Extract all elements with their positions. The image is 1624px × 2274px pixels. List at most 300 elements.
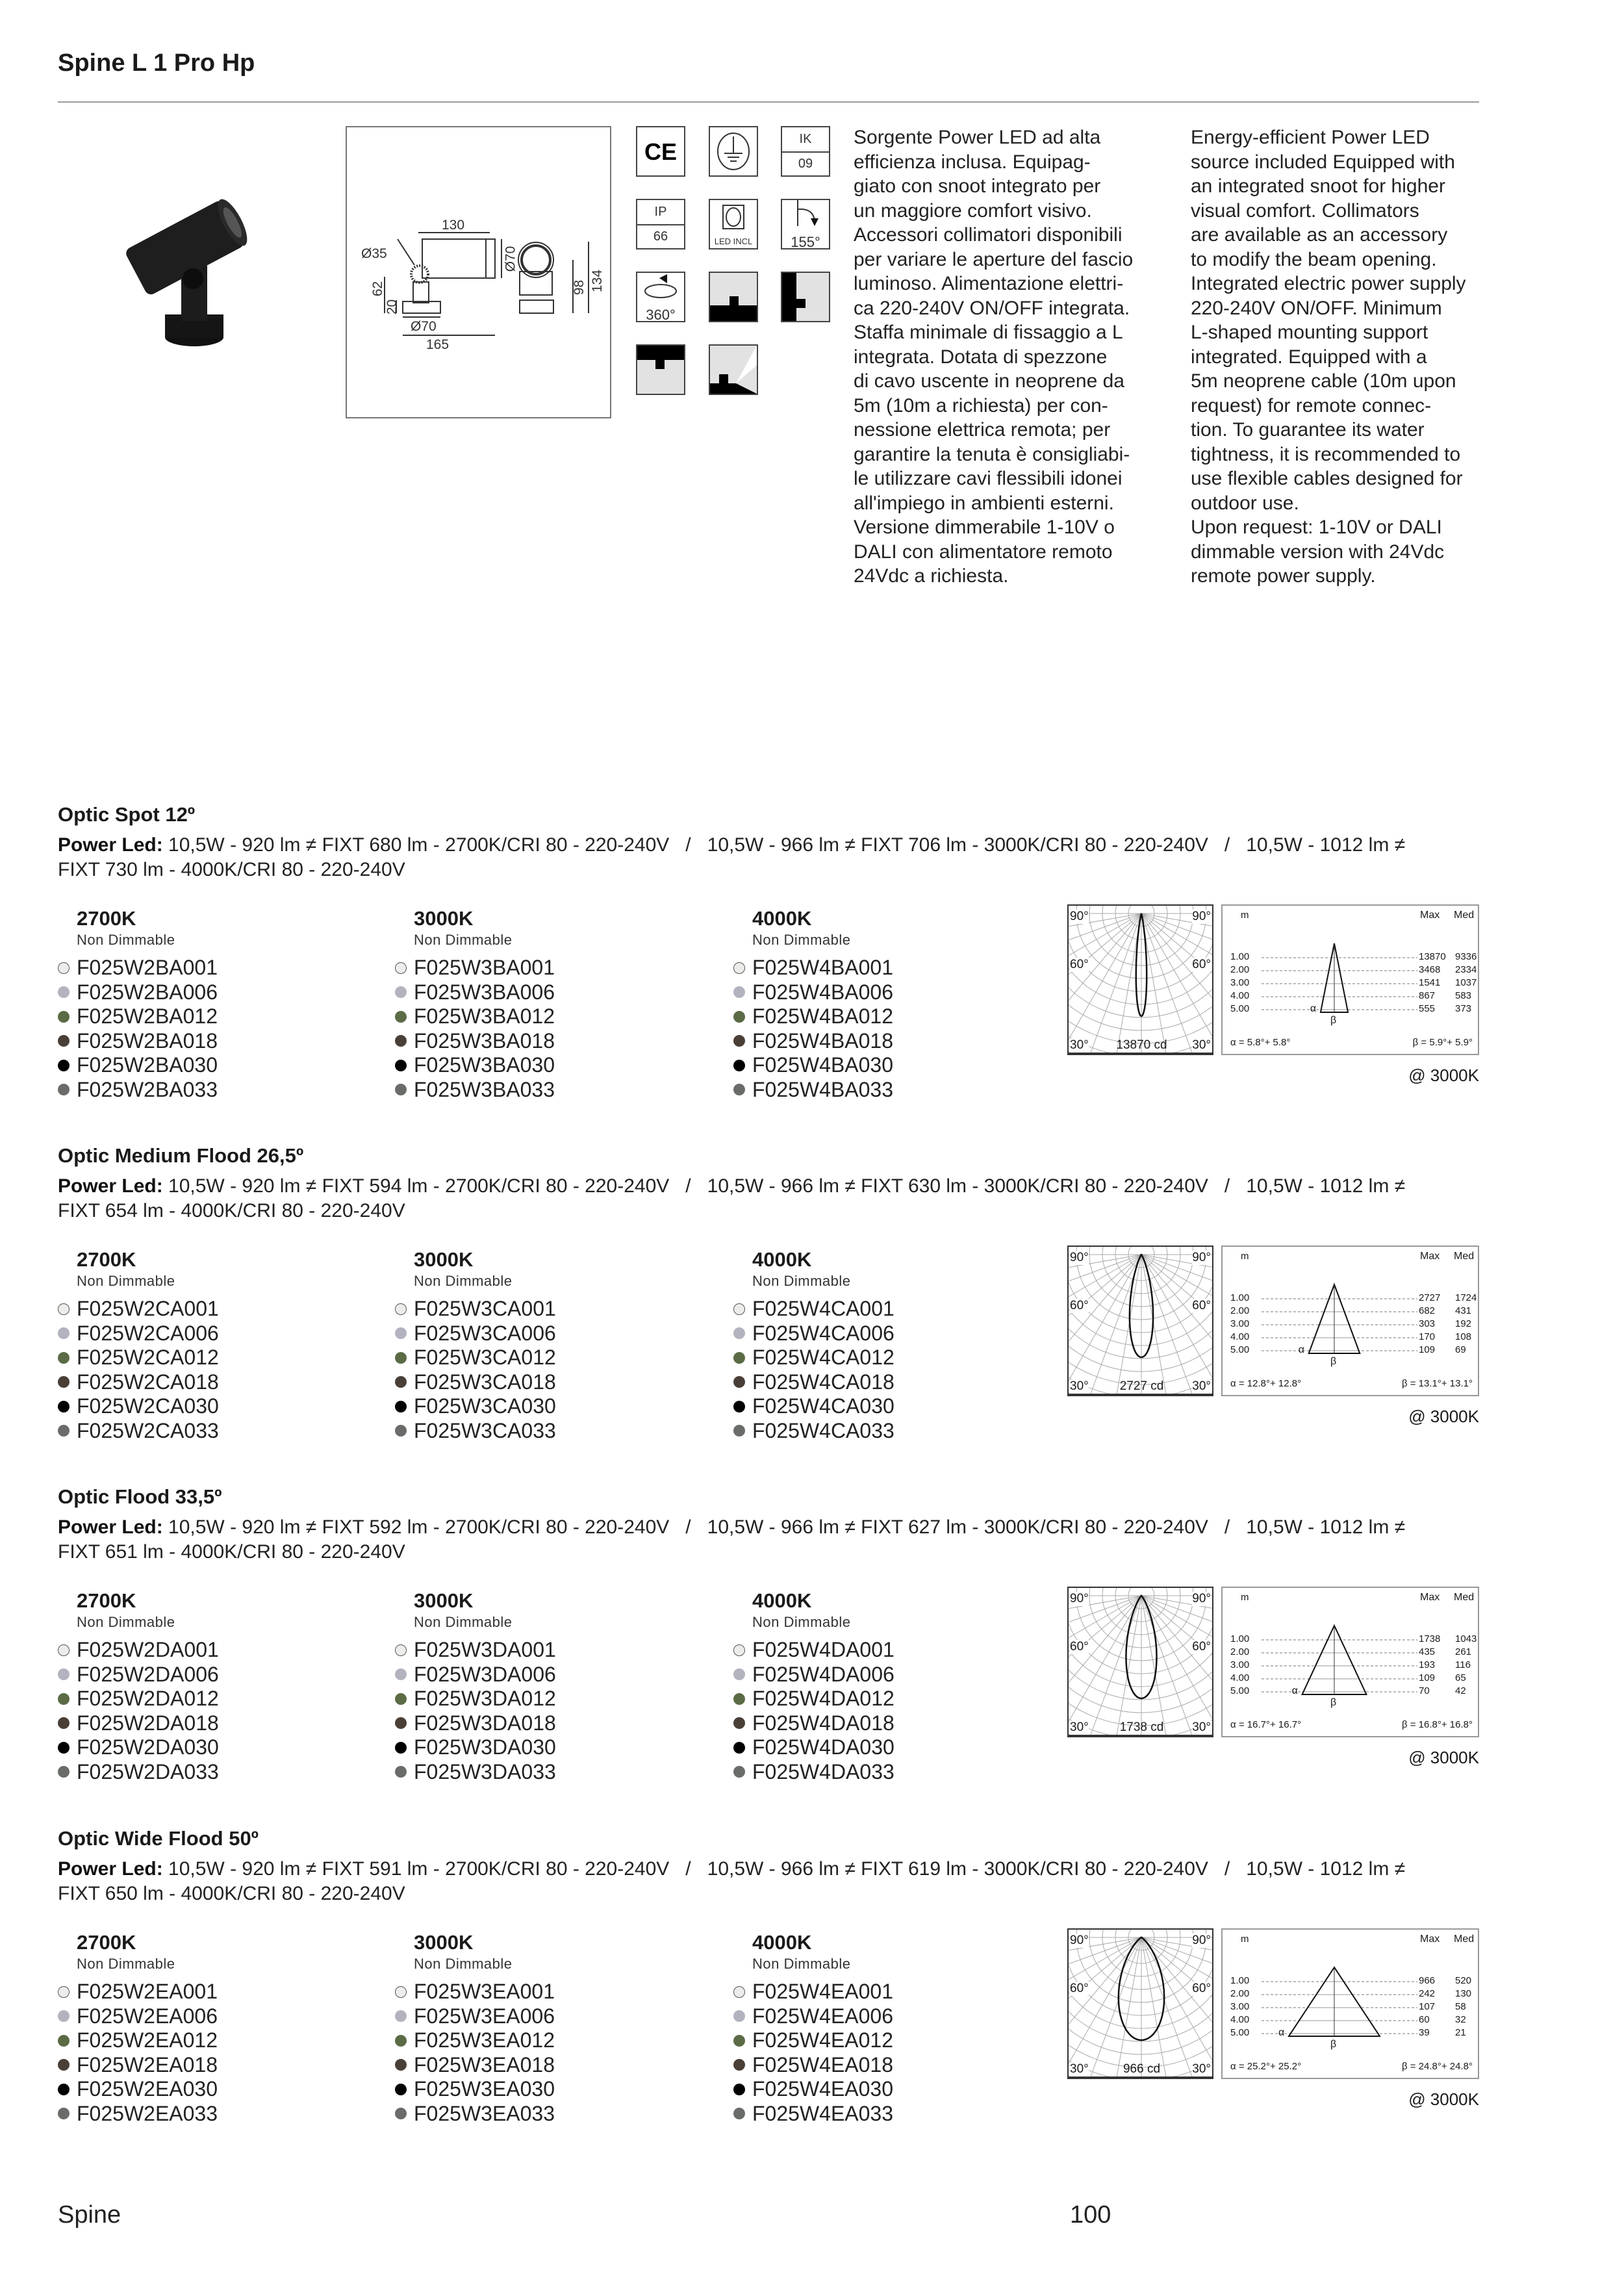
finish-color-swatch: [733, 1060, 745, 1071]
dim-base-diameter: Ø70: [411, 319, 437, 334]
alpha-symbol: α: [1278, 2027, 1285, 2038]
angle-label: 90°: [1070, 1592, 1089, 1605]
product-code: F025W4DA001: [752, 1638, 894, 1661]
finish-color-swatch: [733, 1084, 745, 1095]
product-code: F025W3BA001: [414, 956, 555, 979]
finish-color-swatch: [58, 2108, 70, 2119]
dim-height-98: 98: [572, 279, 587, 296]
power-spec: 10,5W - 920 lm ≠ FIXT 592 lm - 2700K/CRI 80 - 220-240V / 10,5W - 966 lm ≠ FIXT 627 lm - 3000K/CRI 80 - 220-240V / 10,5W - 1012 lm ≠: [162, 1516, 1406, 1538]
color-temperature: 2700K: [77, 1248, 136, 1271]
product-code: F025W2CA030: [77, 1394, 219, 1418]
finish-color-swatch: [733, 1742, 745, 1754]
temperature-column: [733, 1931, 893, 2126]
product-code: F025W3DA030: [414, 1735, 556, 1759]
footer-brand: Spine: [58, 2201, 121, 2229]
product-code-item: [395, 1029, 555, 1054]
max-lux: 109: [1419, 1344, 1436, 1355]
product-code: F025W2CA012: [77, 1346, 219, 1369]
product-code: F025W4EA006: [752, 2004, 894, 2028]
max-lux: 170: [1419, 1331, 1436, 1342]
product-code-item: [58, 1760, 219, 1785]
distance-value: 2.00: [1230, 1646, 1250, 1657]
beta-symbol: β: [1330, 2039, 1337, 2050]
dim-total-length: 165: [426, 337, 450, 352]
dimension-drawing: [346, 126, 611, 418]
product-code-item: [395, 1346, 556, 1370]
angle-label: 90°: [1070, 1251, 1089, 1264]
max-header: Max: [1420, 1592, 1440, 1603]
power-spec-line: [58, 1858, 1405, 1880]
product-code-item: [58, 1078, 218, 1103]
dim-head-diameter: Ø70: [503, 246, 518, 272]
finish-color-swatch: [395, 962, 407, 974]
product-code: F025W2BA018: [77, 1028, 218, 1053]
finish-color-swatch: [395, 2010, 407, 2022]
product-code: F025W4EA001: [752, 1980, 894, 2003]
finish-color-swatch: [733, 1352, 745, 1364]
finish-color-swatch: [733, 1327, 745, 1339]
product-code-item: [733, 1760, 894, 1785]
dimming-type: Non Dimmable: [77, 1956, 175, 1972]
rotation-value: 360°: [646, 307, 676, 323]
finish-color-swatch: [58, 2035, 70, 2047]
finish-color-swatch: [58, 1742, 70, 1754]
med-lux: 58: [1455, 2001, 1466, 2012]
product-code: F025W4DA033: [752, 1759, 894, 1783]
finish-color-swatch: [395, 2108, 407, 2119]
product-code: F025W2DA030: [77, 1735, 219, 1759]
product-code-item: [733, 1346, 894, 1370]
color-temperature: 4000K: [752, 907, 812, 930]
finish-color-swatch: [395, 1376, 407, 1388]
product-code: F025W2DA012: [77, 1687, 219, 1710]
ip-rating-icon: [636, 199, 685, 249]
peak-intensity: 966 cd: [1123, 2062, 1161, 2076]
beta-symbol: β: [1330, 1356, 1337, 1367]
product-code: F025W4EA012: [752, 2028, 894, 2052]
product-code-item: [58, 2077, 218, 2102]
product-code-item: [733, 2077, 893, 2102]
power-spec: 10,5W - 920 lm ≠ FIXT 594 lm - 2700K/CRI 80 - 220-240V / 10,5W - 966 lm ≠ FIXT 630 lm - 3000K/CRI 80 - 220-240V / 10,5W - 1012 lm ≠: [162, 1175, 1406, 1197]
finish-color-swatch: [733, 1401, 745, 1412]
color-temperature: 3000K: [414, 907, 474, 930]
tilt-angle-icon: [781, 199, 830, 249]
wall-mount-icon: [781, 272, 830, 322]
led-label: LED INCL: [714, 236, 753, 246]
illuminance-table: [1221, 1587, 1479, 1737]
product-code-item: [395, 1687, 556, 1711]
product-code-item: [395, 1053, 555, 1078]
med-lux: 373: [1455, 1003, 1472, 1014]
finish-color-swatch: [58, 1401, 70, 1412]
dimming-type: Non Dimmable: [77, 1273, 175, 1289]
product-code-item: [733, 1419, 894, 1444]
dimming-type: Non Dimmable: [414, 1614, 513, 1630]
finish-color-swatch: [733, 1644, 745, 1656]
product-code: F025W3BA018: [414, 1028, 555, 1053]
product-code: F025W4CA030: [752, 1394, 894, 1418]
product-code-item: [733, 1322, 894, 1346]
product-code: F025W3DA006: [414, 1662, 556, 1686]
product-code-item: [58, 2102, 218, 2127]
product-code: F025W2BA012: [77, 1004, 218, 1028]
product-code: F025W3DA033: [414, 1759, 556, 1783]
color-temperature: 4000K: [752, 1248, 812, 1271]
distance-value: 1.00: [1230, 951, 1250, 962]
product-code: F025W2EA018: [77, 2052, 218, 2076]
color-temperature: 4000K: [752, 1589, 812, 1612]
distance-value: 3.00: [1230, 1318, 1250, 1329]
med-lux: 1043: [1455, 1633, 1477, 1644]
product-code-item: [395, 1663, 556, 1687]
dimming-type: Non Dimmable: [752, 1614, 851, 1630]
max-lux: 966: [1419, 1975, 1436, 1986]
product-code-item: [395, 2053, 555, 2078]
finish-color-swatch: [733, 1986, 745, 1998]
ik-rating-icon: [781, 126, 830, 177]
floor-mount-icon: [709, 272, 758, 322]
product-code-item: [58, 1638, 219, 1663]
dimming-type: Non Dimmable: [752, 932, 851, 948]
optic-title: Optic Medium Flood 26,5º: [58, 1144, 304, 1167]
peak-intensity: 1738 cd: [1119, 1720, 1164, 1734]
dimming-type: Non Dimmable: [77, 932, 175, 948]
product-code-item: [58, 1394, 219, 1419]
finish-color-swatch: [395, 1742, 407, 1754]
distance-value: 4.00: [1230, 1672, 1250, 1683]
optic-title: Optic Wide Flood 50º: [58, 1827, 259, 1850]
optic-title: Optic Flood 33,5º: [58, 1485, 222, 1508]
finish-color-swatch: [733, 1717, 745, 1729]
angle-label: 90°: [1192, 910, 1211, 923]
power-label: Power Led:: [58, 1858, 163, 1880]
alpha-angle: α = 12.8°+ 12.8°: [1230, 1378, 1302, 1389]
finish-color-swatch: [58, 1376, 70, 1388]
max-header: Max: [1420, 910, 1440, 921]
reference-temperature: @ 3000K: [1408, 2089, 1479, 2109]
product-code-item: [395, 1638, 556, 1663]
ip-value: 66: [637, 224, 684, 248]
med-lux: 130: [1455, 1988, 1472, 1999]
color-temperature: 2700K: [77, 1931, 136, 1954]
svg-text:CE: CE: [644, 138, 678, 165]
power-spec-continued: FIXT 730 lm - 4000K/CRI 80 - 220-240V: [58, 859, 405, 880]
temperature-column: [58, 907, 218, 1102]
product-code: F025W4EA030: [752, 2077, 894, 2101]
distance-header: m: [1241, 910, 1249, 921]
product-code-item: [58, 980, 218, 1005]
product-code: F025W3CA012: [414, 1346, 556, 1369]
optic-title: Optic Spot 12º: [58, 803, 196, 826]
finish-color-swatch: [58, 986, 70, 998]
distance-value: 3.00: [1230, 2001, 1250, 2012]
finish-color-swatch: [395, 2084, 407, 2095]
angle-label: 90°: [1070, 910, 1089, 923]
max-lux: 435: [1419, 1646, 1436, 1657]
finish-color-swatch: [733, 1766, 745, 1778]
product-code-item: [395, 2102, 555, 2127]
med-lux: 42: [1455, 1685, 1466, 1696]
finish-color-swatch: [58, 1084, 70, 1095]
med-lux: 69: [1455, 1344, 1466, 1355]
tilt-value: 155°: [791, 234, 820, 250]
med-lux: 9336: [1455, 951, 1477, 962]
angle-label: 30°: [1070, 1038, 1089, 1052]
product-code-item: [733, 2004, 893, 2029]
max-lux: 242: [1419, 1988, 1436, 1999]
illuminance-table: [1221, 904, 1479, 1055]
med-lux: 583: [1455, 990, 1472, 1001]
power-label: Power Led:: [58, 1175, 163, 1197]
max-lux: 39: [1419, 2027, 1430, 2038]
med-lux: 192: [1455, 1318, 1472, 1329]
power-label: Power Led:: [58, 834, 163, 856]
finish-color-swatch: [733, 1425, 745, 1437]
max-lux: 60: [1419, 2014, 1430, 2025]
product-code-item: [58, 2028, 218, 2053]
ik-label: IK: [799, 132, 812, 146]
product-code: F025W4DA012: [752, 1687, 894, 1710]
product-code-item: [58, 1322, 219, 1346]
product-code-item: [395, 956, 555, 980]
alpha-angle: α = 25.2°+ 25.2°: [1230, 2061, 1302, 2072]
distance-value: 2.00: [1230, 964, 1250, 975]
distance-value: 2.00: [1230, 1988, 1250, 1999]
angle-label: 60°: [1070, 1299, 1089, 1312]
med-lux: 21: [1455, 2027, 1466, 2038]
angle-label: 30°: [1070, 1379, 1089, 1393]
product-code: F025W2EA012: [77, 2028, 218, 2052]
color-temperature: 3000K: [414, 1931, 474, 1954]
product-code: F025W2DA033: [77, 1759, 219, 1783]
angle-label: 90°: [1192, 1592, 1211, 1605]
product-code-item: [58, 1346, 219, 1370]
product-code-item: [58, 1029, 218, 1054]
finish-color-swatch: [58, 1060, 70, 1071]
product-code: F025W4EA018: [752, 2052, 894, 2076]
med-lux: 261: [1455, 1646, 1472, 1657]
max-lux: 193: [1419, 1659, 1436, 1670]
product-code: F025W3BA030: [414, 1053, 555, 1077]
dimming-type: Non Dimmable: [752, 1273, 851, 1289]
finish-color-swatch: [395, 1644, 407, 1656]
product-code: F025W2CA018: [77, 1370, 219, 1394]
temperature-column: [395, 1589, 556, 1784]
max-lux: 107: [1419, 2001, 1436, 2012]
max-lux: 2727: [1419, 1292, 1441, 1303]
max-lux: 303: [1419, 1318, 1436, 1329]
max-header: Max: [1420, 1251, 1440, 1262]
beta-angle: β = 13.1°+ 13.1°: [1401, 1378, 1473, 1389]
optic-section: [0, 1485, 1624, 1823]
product-code-item: [733, 1078, 893, 1103]
ce-mark-icon: [636, 126, 685, 177]
beta-angle: β = 24.8°+ 24.8°: [1401, 2061, 1473, 2072]
dimming-type: Non Dimmable: [414, 1273, 513, 1289]
dimming-type: Non Dimmable: [77, 1614, 175, 1630]
dim-height-134: 134: [590, 269, 605, 293]
distance-value: 3.00: [1230, 977, 1250, 988]
product-code: F025W2DA018: [77, 1711, 219, 1735]
product-code: F025W3DA001: [414, 1638, 556, 1661]
product-code: F025W4CA001: [752, 1297, 894, 1320]
product-code: F025W4BA030: [752, 1053, 894, 1077]
finish-color-swatch: [395, 1327, 407, 1339]
distance-value: 5.00: [1230, 1685, 1250, 1696]
finish-color-swatch: [58, 2059, 70, 2071]
product-code-item: [733, 980, 893, 1005]
product-code: F025W3EA033: [414, 2101, 555, 2125]
product-code: F025W3EA030: [414, 2077, 555, 2101]
temperature-column: [395, 907, 555, 1102]
dim-length: 130: [442, 218, 465, 233]
product-code-item: [733, 1370, 894, 1395]
alpha-angle: α = 5.8°+ 5.8°: [1230, 1037, 1291, 1048]
finish-color-swatch: [58, 1011, 70, 1023]
dim-base-height: 20: [385, 299, 400, 315]
distance-value: 1.00: [1230, 1292, 1250, 1303]
angle-label: 60°: [1192, 958, 1211, 971]
finish-color-swatch: [395, 1352, 407, 1364]
product-code: F025W2BA030: [77, 1053, 218, 1077]
distance-header: m: [1241, 1592, 1249, 1603]
med-header: Med: [1454, 1251, 1475, 1262]
finish-color-swatch: [58, 2010, 70, 2022]
product-code: F025W4DA006: [752, 1662, 894, 1686]
beta-angle: β = 16.8°+ 16.8°: [1401, 1719, 1473, 1730]
finish-color-swatch: [58, 1425, 70, 1437]
product-code-item: [395, 1394, 556, 1419]
med-lux: 431: [1455, 1305, 1472, 1316]
power-spec-continued: FIXT 654 lm - 4000K/CRI 80 - 220-240V: [58, 1200, 405, 1221]
finish-color-swatch: [58, 1693, 70, 1705]
product-code-item: [733, 1297, 894, 1322]
product-code: F025W3BA033: [414, 1077, 555, 1101]
product-code-item: [733, 1980, 893, 2004]
product-code-item: [395, 2077, 555, 2102]
product-code: F025W3BA012: [414, 1004, 555, 1028]
temperature-column: [733, 907, 893, 1102]
product-code: F025W3DA018: [414, 1711, 556, 1735]
power-spec: 10,5W - 920 lm ≠ FIXT 591 lm - 2700K/CRI 80 - 220-240V / 10,5W - 966 lm ≠ FIXT 619 lm - 3000K/CRI 80 - 220-240V / 10,5W - 1012 lm ≠: [162, 1858, 1406, 1880]
product-code: F025W2DA001: [77, 1638, 219, 1661]
product-code-item: [58, 1297, 219, 1322]
title-divider: [58, 101, 1479, 103]
description-italian: Sorgente Power LED ad alta efficienza inclusa. Equipag- giato con snoot integrato per un maggiore comfort visivo. Accessori collimatori disponibili per variare le aperture del fascio luminoso. Alimentazione elettri- ca 220-240V ON/OFF integrata. Staffa minimale di fissaggio a L integrata. Dotata di spezzone di cavo uscente in neoprene da 5m (10m a richiesta) per con- nessione elettrica remota; per garantire la tenuta è consigliabi- le utilizzare cavi flessibili idonei all'impiego in ambienti esterni. Versione dimmerabile 1-10V o DALI con alimentatore remoto 24Vdc a richiesta.: [854, 127, 1134, 587]
med-lux: 108: [1455, 1331, 1472, 1342]
led-included-icon: [709, 199, 758, 249]
finish-color-swatch: [733, 1376, 745, 1388]
distance-value: 4.00: [1230, 1331, 1250, 1342]
temperature-column: [58, 1931, 218, 2126]
rotation-icon: [636, 272, 685, 322]
med-header: Med: [1454, 910, 1475, 921]
product-code: F025W2EA033: [77, 2101, 218, 2125]
finish-color-swatch: [58, 1327, 70, 1339]
product-code-item: [58, 2053, 218, 2078]
ceiling-mount-icon: [636, 344, 685, 395]
product-code: F025W3EA006: [414, 2004, 555, 2028]
distance-value: 5.00: [1230, 1344, 1250, 1355]
product-code-item: [733, 1687, 894, 1711]
finish-color-swatch: [395, 1084, 407, 1095]
finish-color-swatch: [395, 1425, 407, 1437]
product-code: F025W4DA018: [752, 1711, 894, 1735]
finish-color-swatch: [395, 1035, 407, 1047]
product-code-item: [733, 1735, 894, 1760]
finish-color-swatch: [395, 1060, 407, 1071]
finish-color-swatch: [395, 1986, 407, 1998]
distance-header: m: [1241, 1251, 1249, 1262]
product-code-item: [395, 980, 555, 1005]
product-code: F025W2EA030: [77, 2077, 218, 2101]
angle-label: 30°: [1070, 1720, 1089, 1734]
product-code-item: [58, 1711, 219, 1736]
max-lux: 3468: [1419, 964, 1441, 975]
product-code-item: [395, 1370, 556, 1395]
alpha-symbol: α: [1298, 1344, 1304, 1355]
product-code: F025W4BA006: [752, 980, 894, 1004]
product-code-item: [58, 1735, 219, 1760]
angle-label: 30°: [1070, 2062, 1089, 2076]
product-code-item: [733, 1004, 893, 1029]
product-code-item: [58, 956, 218, 980]
dimming-type: Non Dimmable: [414, 1956, 513, 1972]
max-lux: 682: [1419, 1305, 1436, 1316]
product-code-item: [58, 1687, 219, 1711]
alpha-symbol: α: [1291, 1685, 1298, 1696]
distance-value: 4.00: [1230, 2014, 1250, 2025]
ik-value: 09: [782, 151, 829, 175]
angle-label: 30°: [1192, 1379, 1211, 1393]
illuminance-table: [1221, 1928, 1479, 2079]
optic-section: [0, 803, 1624, 1141]
finish-color-swatch: [395, 986, 407, 998]
finish-color-swatch: [395, 2035, 407, 2047]
color-temperature: 2700K: [77, 1589, 136, 1612]
max-header: Max: [1420, 1934, 1440, 1945]
distance-value: 5.00: [1230, 2027, 1250, 2038]
product-code-item: [395, 1760, 556, 1785]
page-number: 100: [1070, 2201, 1111, 2229]
med-header: Med: [1454, 1592, 1475, 1603]
finish-color-swatch: [733, 2059, 745, 2071]
med-lux: 1724: [1455, 1292, 1477, 1303]
distance-value: 2.00: [1230, 1305, 1250, 1316]
med-lux: 2334: [1455, 964, 1477, 975]
product-code-item: [395, 1078, 555, 1103]
finish-color-swatch: [395, 1693, 407, 1705]
color-temperature: 3000K: [414, 1248, 474, 1271]
max-lux: 13870: [1419, 951, 1446, 962]
finish-color-swatch: [58, 1717, 70, 1729]
finish-color-swatch: [395, 1011, 407, 1023]
optic-section: [0, 1144, 1624, 1482]
product-code-item: [733, 956, 893, 980]
product-code-item: [733, 1053, 893, 1078]
angle-label: 60°: [1192, 1299, 1211, 1312]
beta-symbol: β: [1330, 1697, 1337, 1708]
polar-intensity-diagram: [1067, 1587, 1213, 1737]
product-code: F025W4EA033: [752, 2101, 894, 2125]
product-code: F025W3EA001: [414, 1980, 555, 2003]
med-lux: 1037: [1455, 977, 1477, 988]
finish-color-swatch: [733, 1035, 745, 1047]
product-code-item: [395, 1004, 555, 1029]
dimming-type: Non Dimmable: [414, 932, 513, 948]
color-temperature: 2700K: [77, 907, 136, 930]
product-code-item: [58, 1419, 219, 1444]
